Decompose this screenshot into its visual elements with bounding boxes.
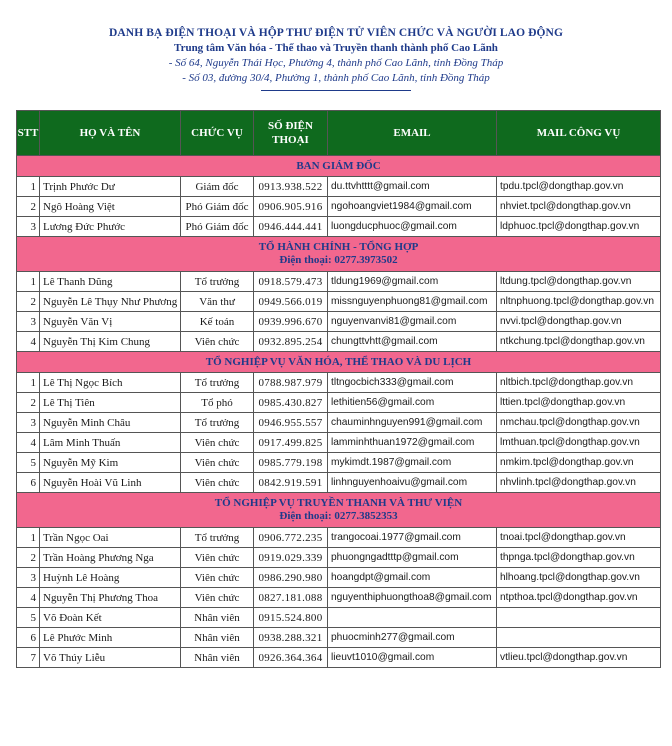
email-cell[interactable]: luongducphuoc@gmail.com [328, 217, 497, 237]
email-cell[interactable]: lethitien56@gmail.com [328, 393, 497, 413]
table-row [17, 548, 661, 568]
work-mail-cell[interactable]: hlhoang.tpcl@dongthap.gov.vn [497, 568, 661, 588]
work-mail-cell [497, 608, 661, 628]
work-mail-cell[interactable]: lttien.tpcl@dongthap.gov.vn [497, 393, 661, 413]
work-mail-cell[interactable]: nhviet.tpcl@dongthap.gov.vn [497, 197, 661, 217]
phone-cell: 0906.772.235 [254, 528, 328, 548]
stt-cell: 6 [17, 473, 40, 493]
work-mail-cell [497, 628, 661, 648]
email-cell[interactable]: tldung1969@gmail.com [328, 272, 497, 292]
section-header [17, 156, 661, 177]
stt-cell: 4 [17, 588, 40, 608]
stt-cell: 4 [17, 332, 40, 352]
address-line-2: - Số 03, đường 30/4, Phường 1, thành phố Cao Lãnh, tỉnh Đồng Tháp [182, 72, 490, 84]
document-title: DANH BẠ ĐIỆN THOẠI VÀ HỘP THƯ ĐIỆN TỬ VIÊN CHỨC VÀ NGƯỜI LAO ĐỘNG [109, 27, 563, 39]
address-line-1: - Số 64, Nguyễn Thái Học, Phường 4, thành phố Cao Lãnh, tỉnh Đồng Tháp [168, 57, 504, 69]
work-mail-cell[interactable]: nvvi.tpcl@dongthap.gov.vn [497, 312, 661, 332]
name-cell: Trần Ngọc Oai [40, 528, 181, 548]
name-cell: Lương Đức Phước [40, 217, 181, 237]
phone-cell: 0946.955.557 [254, 413, 328, 433]
role-cell: Tổ trưởng [181, 413, 254, 433]
section-header [17, 493, 661, 528]
phone-cell: 0985.430.827 [254, 393, 328, 413]
name-cell: Lê Thanh Dũng [40, 272, 181, 292]
email-cell[interactable]: tltngocbich333@gmail.com [328, 373, 497, 393]
table-row [17, 332, 661, 352]
section-header-cell [17, 493, 661, 528]
role-cell: Giám đốc [181, 177, 254, 197]
email-cell[interactable]: phuocminh277@gmail.com [328, 628, 497, 648]
document-header [0, 26, 672, 91]
email-cell [328, 608, 497, 628]
stt-cell: 1 [17, 373, 40, 393]
name-cell: Võ Đoàn Kết [40, 608, 181, 628]
phone-cell: 0906.905.916 [254, 197, 328, 217]
work-mail-cell[interactable]: thpnga.tpcl@dongthap.gov.vn [497, 548, 661, 568]
table-row [17, 588, 661, 608]
phone-cell: 0827.181.088 [254, 588, 328, 608]
col-header-role: CHỨC VỤ [181, 111, 254, 156]
col-header-stt: STT [17, 111, 40, 156]
phone-cell: 0938.288.321 [254, 628, 328, 648]
role-cell: Viên chức [181, 588, 254, 608]
name-cell: Huỳnh Lê Hoàng [40, 568, 181, 588]
stt-cell: 7 [17, 648, 40, 668]
work-mail-cell[interactable]: tnoai.tpcl@dongthap.gov.vn [497, 528, 661, 548]
email-cell[interactable]: lamminhthuan1972@gmail.com [328, 433, 497, 453]
work-mail-cell[interactable]: nltnphuong.tpcl@dongthap.gov.vn [497, 292, 661, 312]
table-row [17, 648, 661, 668]
phone-cell: 0918.579.473 [254, 272, 328, 292]
phone-cell: 0949.566.019 [254, 292, 328, 312]
name-cell: Nguyễn Thị Phương Thoa [40, 588, 181, 608]
role-cell: Văn thư [181, 292, 254, 312]
table-row [17, 393, 661, 413]
table-row [17, 453, 661, 473]
phone-cell: 0932.895.254 [254, 332, 328, 352]
stt-cell: 2 [17, 548, 40, 568]
email-cell[interactable]: phuongngadtttp@gmail.com [328, 548, 497, 568]
phone-cell: 0985.779.198 [254, 453, 328, 473]
work-mail-cell[interactable]: ldphuoc.tpcl@dongthap.gov.vn [497, 217, 661, 237]
name-cell: Trịnh Phước Dư [40, 177, 181, 197]
table-row [17, 608, 661, 628]
work-mail-cell[interactable]: tpdu.tpcl@dongthap.gov.vn [497, 177, 661, 197]
email-cell[interactable]: nguyenthiphuongthoa8@gmail.com [328, 588, 497, 608]
role-cell: Phó Giám đốc [181, 217, 254, 237]
table-row [17, 568, 661, 588]
name-cell: Nguyễn Mỹ Kim [40, 453, 181, 473]
stt-cell: 3 [17, 312, 40, 332]
table-row [17, 413, 661, 433]
role-cell: Kế toán [181, 312, 254, 332]
stt-cell: 3 [17, 568, 40, 588]
table-row [17, 628, 661, 648]
email-cell[interactable]: nguyenvanvi81@gmail.com [328, 312, 497, 332]
stt-cell: 1 [17, 177, 40, 197]
role-cell: Viên chức [181, 453, 254, 473]
role-cell: Nhân viên [181, 608, 254, 628]
email-cell[interactable]: trangocoai.1977@gmail.com [328, 528, 497, 548]
table-row [17, 217, 661, 237]
role-cell: Viên chức [181, 473, 254, 493]
table-row [17, 528, 661, 548]
email-cell[interactable]: hoangdpt@gmail.com [328, 568, 497, 588]
name-cell: Võ Thúy Liễu [40, 648, 181, 668]
role-cell: Tổ phó [181, 393, 254, 413]
col-header-phone: SỐ ĐIỆN THOẠI [254, 111, 328, 156]
role-cell: Phó Giám đốc [181, 197, 254, 217]
directory-table [16, 110, 661, 668]
organization-name: Trung tâm Văn hóa - Thể thao và Truyền thanh thành phố Cao Lãnh [174, 42, 498, 54]
table-row [17, 197, 661, 217]
table-row [17, 177, 661, 197]
phone-cell: 0917.499.825 [254, 433, 328, 453]
stt-cell: 3 [17, 413, 40, 433]
name-cell: Nguyễn Văn Vị [40, 312, 181, 332]
name-cell: Lê Phước Minh [40, 628, 181, 648]
section-title: TỔ HÀNH CHÍNH - TỔNG HỢP [258, 241, 419, 253]
name-cell: Lâm Minh Thuấn [40, 433, 181, 453]
col-header-name: HỌ VÀ TÊN [40, 111, 181, 156]
name-cell: Ngô Hoàng Việt [40, 197, 181, 217]
work-mail-cell[interactable]: vtlieu.tpcl@dongthap.gov.vn [497, 648, 661, 668]
name-cell: Nguyễn Thị Kim Chung [40, 332, 181, 352]
role-cell: Viên chức [181, 568, 254, 588]
stt-cell: 1 [17, 528, 40, 548]
table-row [17, 272, 661, 292]
header-row [17, 111, 661, 156]
stt-cell: 4 [17, 433, 40, 453]
phone-cell: 0986.290.980 [254, 568, 328, 588]
work-mail-cell[interactable]: lmthuan.tpcl@dongthap.gov.vn [497, 433, 661, 453]
role-cell: Nhân viên [181, 628, 254, 648]
phone-cell: 0939.996.670 [254, 312, 328, 332]
email-cell[interactable]: ngohoangviet1984@gmail.com [328, 197, 497, 217]
section-header [17, 237, 661, 272]
work-mail-cell[interactable]: ntpthoa.tpcl@dongthap.gov.vn [497, 588, 661, 608]
table-row [17, 312, 661, 332]
stt-cell: 1 [17, 272, 40, 292]
name-cell: Lê Thị Tiên [40, 393, 181, 413]
name-cell: Nguyễn Minh Châu [40, 413, 181, 433]
header-divider [261, 90, 411, 91]
stt-cell: 2 [17, 197, 40, 217]
section-header-cell [17, 352, 661, 373]
name-cell: Lê Thị Ngọc Bích [40, 373, 181, 393]
section-title: TỔ NGHIỆP VỤ TRUYỀN THANH VÀ THƯ VIỆN [214, 497, 463, 509]
name-cell: Nguyễn Lê Thụy Như Phương [40, 292, 181, 312]
col-header-email: EMAIL [328, 111, 497, 156]
phone-cell: 0926.364.364 [254, 648, 328, 668]
phone-cell: 0788.987.979 [254, 373, 328, 393]
name-cell: Trần Hoàng Phương Nga [40, 548, 181, 568]
email-cell[interactable]: chungttvhtt@gmail.com [328, 332, 497, 352]
email-cell[interactable]: mykimdt.1987@gmail.com [328, 453, 497, 473]
phone-cell: 0842.919.591 [254, 473, 328, 493]
stt-cell: 2 [17, 292, 40, 312]
work-mail-cell[interactable]: nhvlinh.tpcl@dongthap.gov.vn [497, 473, 661, 493]
phone-cell: 0915.524.800 [254, 608, 328, 628]
work-mail-cell[interactable]: nmkim.tpcl@dongthap.gov.vn [497, 453, 661, 473]
section-title: BAN GIÁM ĐỐC [296, 159, 381, 172]
section-phone: Điện thoại: 0277.3852353 [279, 510, 398, 522]
role-cell: Tổ trưởng [181, 373, 254, 393]
table-row [17, 473, 661, 493]
section-header-cell [17, 156, 661, 177]
email-cell[interactable]: missnguyenphuong81@gmail.com [328, 292, 497, 312]
work-mail-cell[interactable]: ntkchung.tpcl@dongthap.gov.vn [497, 332, 661, 352]
section-phone: Điện thoại: 0277.3973502 [279, 254, 398, 266]
table-row [17, 292, 661, 312]
email-cell[interactable]: linhnguyenhoaivu@gmail.com [328, 473, 497, 493]
table-row [17, 373, 661, 393]
role-cell: Viên chức [181, 433, 254, 453]
name-cell: Nguyễn Hoài Vũ Linh [40, 473, 181, 493]
role-cell: Tổ trưởng [181, 528, 254, 548]
stt-cell: 6 [17, 628, 40, 648]
email-cell[interactable]: lieuvt1010@gmail.com [328, 648, 497, 668]
table-row [17, 433, 661, 453]
work-mail-cell[interactable]: ltdung.tpcl@dongthap.gov.vn [497, 272, 661, 292]
stt-cell: 2 [17, 393, 40, 413]
phone-cell: 0913.938.522 [254, 177, 328, 197]
stt-cell: 5 [17, 608, 40, 628]
stt-cell: 5 [17, 453, 40, 473]
work-mail-cell[interactable]: nmchau.tpcl@dongthap.gov.vn [497, 413, 661, 433]
email-cell[interactable]: chauminhnguyen991@gmail.com [328, 413, 497, 433]
role-cell: Viên chức [181, 548, 254, 568]
section-title: TỔ NGHIỆP VỤ VĂN HÓA, THỂ THAO VÀ DU LỊCH [205, 355, 472, 368]
email-cell[interactable]: du.ttvhtttt@gmail.com [328, 177, 497, 197]
section-header-cell [17, 237, 661, 272]
phone-cell: 0946.444.441 [254, 217, 328, 237]
work-mail-cell[interactable]: nltbich.tpcl@dongthap.gov.vn [497, 373, 661, 393]
role-cell: Viên chức [181, 332, 254, 352]
phone-cell: 0919.029.339 [254, 548, 328, 568]
role-cell: Tổ trưởng [181, 272, 254, 292]
directory-body [17, 156, 661, 668]
col-header-work-mail: MAIL CÔNG VỤ [497, 111, 661, 156]
section-header [17, 352, 661, 373]
stt-cell: 3 [17, 217, 40, 237]
role-cell: Nhân viên [181, 648, 254, 668]
